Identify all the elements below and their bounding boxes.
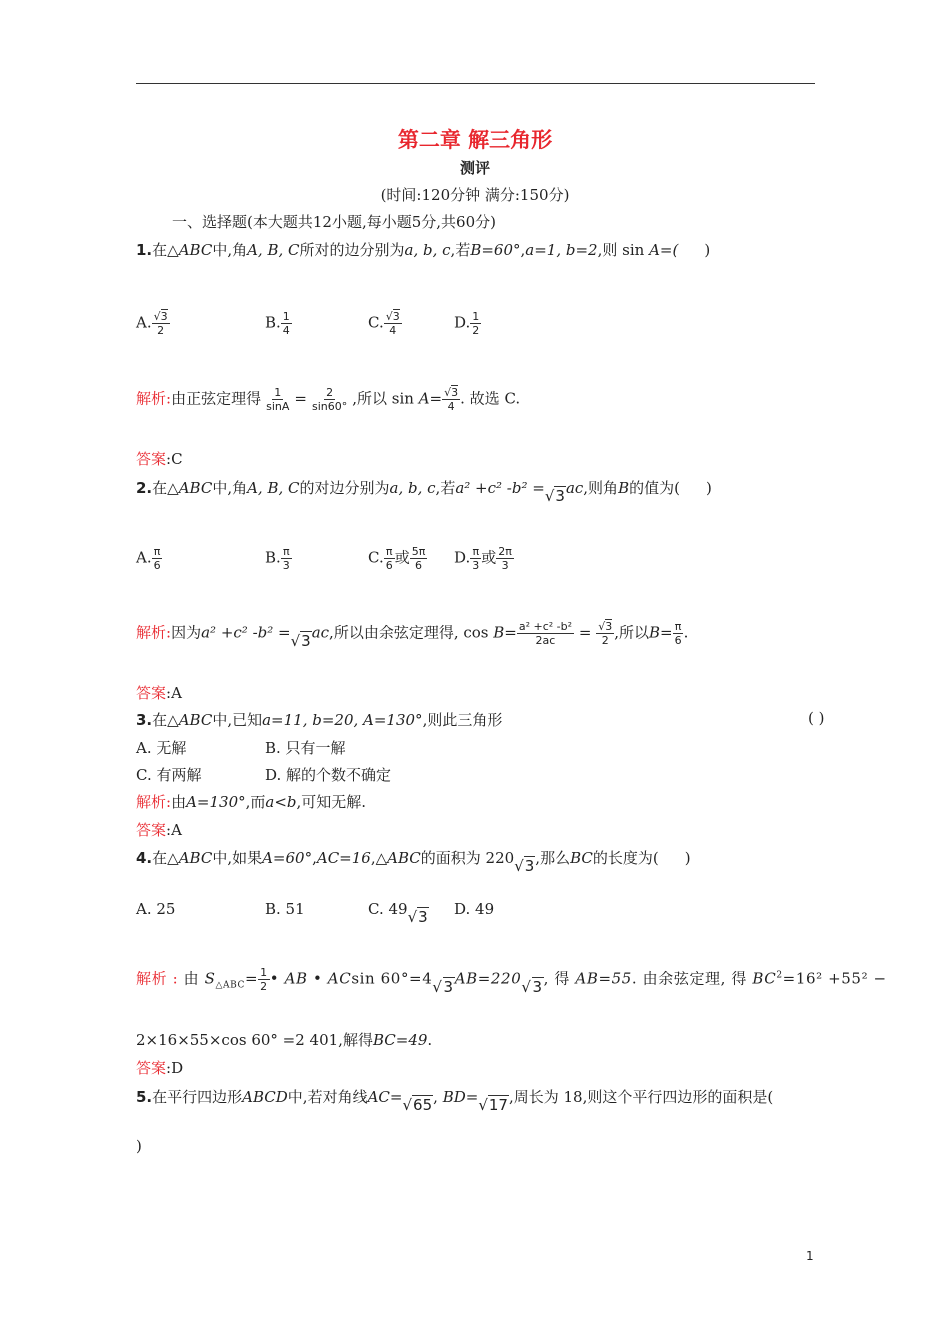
- q1-option-c: C. $\frac{√3}{4}$: [368, 310, 400, 337]
- q4-option-b: B. 51: [265, 900, 305, 918]
- q4-option-c: C. 49√3: [368, 900, 428, 926]
- q4-analysis-line2: 2×16×55×cos 60° =2 401,解得BC=49.: [136, 1031, 433, 1049]
- q1-option-a: A. $\frac{√3}{2}$: [136, 310, 168, 337]
- q3-option-b: B. 只有一解: [265, 739, 346, 757]
- q1-analysis: 解析:由正弦定理得 $\frac{1}{\sin A}$ = $\frac{2}{\sin 60^\circ}$ ,所以 sin A= $\frac{√3}{4}$ . 故选 C.: [136, 386, 521, 413]
- question-1: 1.在△ABC中,角A, B, C所对的边分别为a, b, c,若B=60°,a=1, b=2,则 sin A=( ): [136, 241, 711, 259]
- q4-option-d: D. 49: [454, 900, 495, 918]
- header-rule: [136, 83, 815, 84]
- subtitle: 测评: [459, 159, 490, 177]
- question-4: 4.在△ABC中,如果A=60°,AC=16,△ABC的面积为 220√3,那么BC的长度为( ): [136, 849, 691, 875]
- q2-option-c: C. $\frac{\pi}{6}$ 或 $\frac{5\pi}{6}$: [368, 545, 426, 572]
- q3-paren: ( ): [808, 709, 825, 727]
- q2-analysis: 解析:因为a² +c² -b² =√3ac,所以由余弦定理得, cos B= $\frac{\text{a² +c² -b²}}{2ac}$ = $\frac{√3}{2}$ ,所以B= $\frac{\pi}{6}$ .: [136, 620, 689, 650]
- q3-option-c: C. 有两解: [136, 766, 202, 784]
- question-3: 3.在△ABC中,已知a=11, b=20, A=130°,则此三角形: [136, 711, 503, 729]
- q3-answer: 答案:A: [136, 821, 182, 839]
- q5-close-paren: ): [136, 1137, 142, 1155]
- question-5: 5.在平行四边形ABCD中,若对角线AC=√65, BD=√17,周长为 18,则这个平行四边形的面积是(: [136, 1088, 774, 1114]
- question-2: 2.在△ABC中,角A, B, C的对边分别为a, b, c,若a² +c² -b² =√3ac,则角B的值为( ): [136, 479, 712, 505]
- exam-meta: (时间:120分钟 满分:150分): [380, 186, 570, 204]
- q2-option-d: D. $\frac{\pi}{3}$ 或 $\frac{2\pi}{3}$: [454, 545, 512, 572]
- page-number: 1: [806, 1249, 814, 1263]
- q3-option-a: A. 无解: [136, 739, 187, 757]
- q4-answer: 答案:D: [136, 1059, 184, 1077]
- q2-option-a: A. $\frac{\pi}{6}$: [136, 545, 161, 572]
- chapter-title: 第二章 解三角形: [397, 128, 553, 152]
- q3-analysis: 解析:由A=130°,而a<b,可知无解.: [136, 793, 367, 811]
- q4-analysis: 解析 : 由 $S_{\triangle ABC}=$ $\frac{1}{2}$ • AB • ACsin 60°=4√3AB=220√3, 得 AB=55. 由余弦定理, 得 $BC^2=16^2 +55^2$ −: [136, 966, 887, 996]
- q1-answer: 答案:C: [136, 450, 183, 468]
- section-heading: 一、选择题(本大题共12小题,每小题5分,共60分): [172, 213, 496, 231]
- q2-answer: 答案:A: [136, 684, 182, 702]
- q1-option-b: B. $\frac{1}{4}$: [265, 310, 290, 337]
- q3-option-d: D. 解的个数不确定: [265, 766, 392, 784]
- q2-option-b: B. $\frac{\pi}{3}$: [265, 545, 290, 572]
- q1-option-d: D. $\frac{1}{2}$: [454, 310, 480, 337]
- q4-option-a: A. 25: [136, 900, 176, 918]
